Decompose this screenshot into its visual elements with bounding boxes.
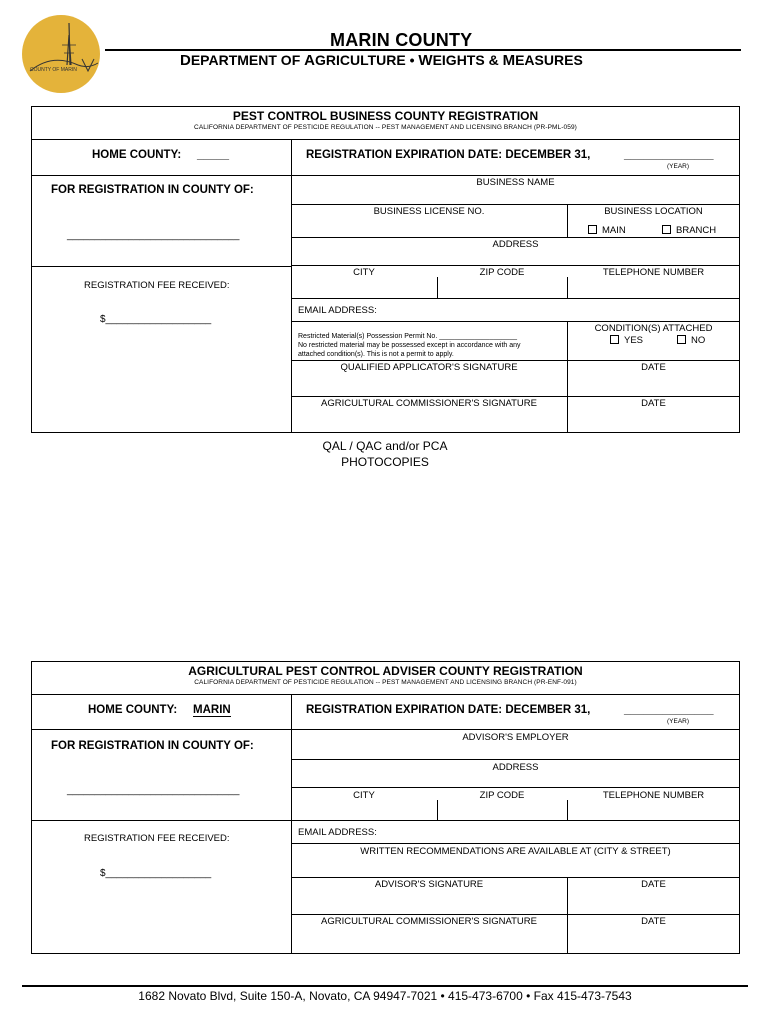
pcb-fee-field[interactable]: $___________________	[100, 314, 212, 325]
department-title: DEPARTMENT OF AGRICULTURE • WEIGHTS & MEASURES	[180, 52, 583, 69]
pcb-year-label: (YEAR)	[667, 163, 690, 170]
pca-email-label: EMAIL ADDRESS:	[298, 827, 377, 838]
logo-text: COUNTY OF MARIN	[30, 67, 77, 73]
checkbox-icon	[610, 335, 619, 344]
pcb-address-label: ADDRESS	[492, 239, 539, 250]
pca-city-label: CITY	[353, 790, 375, 801]
pca-written-recommendations-label: WRITTEN RECOMMENDATIONS ARE AVAILABLE AT (CITY & STREET)	[360, 846, 671, 857]
pcb-home-county-value[interactable]: _____	[197, 149, 229, 161]
footer-address: 1682 Novato Blvd, Suite 150-A, Novato, CA 94947-7021 • 415-473-6700 • Fax 415-473-7543	[138, 989, 632, 1003]
pca-zip-label: ZIP CODE	[479, 790, 525, 801]
pcb-for-registration-label: FOR REGISTRATION IN COUNTY OF:	[51, 184, 254, 196]
photocopies-area	[285, 438, 485, 470]
pca-for-registration-label: FOR REGISTRATION IN COUNTY OF:	[51, 740, 254, 752]
pca-county-field[interactable]: _______________________________	[67, 785, 240, 796]
pcb-expiration-label: REGISTRATION EXPIRATION DATE: DECEMBER 31,	[306, 149, 591, 161]
pca-fee-label: REGISTRATION FEE RECEIVED:	[84, 833, 230, 844]
pcb-qal-date-label: DATE	[641, 362, 666, 373]
pcb-telephone-label: TELEPHONE NUMBER	[602, 267, 705, 278]
pcb-home-county-label: HOME COUNTY:	[92, 149, 182, 161]
pcb-ag-date-label: DATE	[641, 398, 666, 409]
pcb-expiration-year-field[interactable]: ______________	[624, 149, 714, 161]
pcb-qal-signature-label: QUALIFIED APPLICATOR'S SIGNATURE	[340, 362, 518, 373]
pcb-city-label: CITY	[353, 267, 375, 278]
pcb-business-license-label: BUSINESS LICENSE NO.	[373, 206, 485, 217]
tower-icon	[22, 15, 100, 93]
pcb-branch-checkbox[interactable]: BRANCH	[662, 225, 716, 236]
pcb-email-label: EMAIL ADDRESS:	[298, 305, 377, 316]
pca-fee-field[interactable]: $___________________	[100, 868, 212, 879]
photocopies-line2: PHOTOCOPIES	[341, 455, 429, 469]
checkbox-icon	[588, 225, 597, 234]
pca-advisor-date-label: DATE	[641, 879, 666, 890]
pcb-subtitle: CALIFORNIA DEPARTMENT OF PESTICIDE REGULATION -- PEST MANAGEMENT AND LICENSING BRANCH (PR-PML-059)	[194, 124, 577, 131]
pcb-title: PEST CONTROL BUSINESS COUNTY REGISTRATION	[232, 109, 539, 123]
pcb-restricted-permit-text: Restricted Material(s) Possession Permit No. ____________________ No restricted material may be possessed except in accordance with any attached condition(s). This is not a permit to apply.	[298, 333, 521, 358]
pca-home-county-label: HOME COUNTY:	[88, 704, 178, 716]
pca-advisor-signature-label: ADVISOR'S SIGNATURE	[374, 879, 484, 890]
pca-expiration-label: REGISTRATION EXPIRATION DATE: DECEMBER 31,	[306, 704, 591, 716]
pcb-county-field[interactable]: _______________________________	[67, 230, 240, 241]
pcb-yes-checkbox[interactable]: YES	[610, 335, 643, 346]
pca-subtitle: CALIFORNIA DEPARTMENT OF PESTICIDE REGULATION -- PEST MANAGEMENT AND LICENSING BRANCH (PR-ENF-091)	[194, 679, 577, 686]
pca-home-county-value[interactable]: MARIN	[193, 704, 231, 716]
pca-telephone-label: TELEPHONE NUMBER	[602, 790, 705, 801]
pca-year-label: (YEAR)	[667, 718, 690, 725]
footer-rule	[22, 985, 748, 987]
pca-ag-date-label: DATE	[641, 916, 666, 927]
pca-expiration-year-field[interactable]: ______________	[624, 704, 714, 716]
pcb-ag-signature-label: AGRICULTURAL COMMISSIONER'S SIGNATURE	[321, 398, 537, 409]
pcb-main-checkbox[interactable]: MAIN	[588, 225, 626, 236]
pcb-fee-label: REGISTRATION FEE RECEIVED:	[84, 280, 230, 291]
photocopies-line1: QAL / QAC and/or PCA	[322, 439, 448, 453]
county-title: MARIN COUNTY	[330, 30, 473, 50]
pca-title: AGRICULTURAL PEST CONTROL ADVISER COUNTY REGISTRATION	[188, 664, 583, 678]
header-rule	[105, 49, 741, 51]
pcb-no-checkbox[interactable]: NO	[677, 335, 705, 346]
checkbox-icon	[677, 335, 686, 344]
pca-address-label: ADDRESS	[492, 762, 539, 773]
pcb-zip-label: ZIP CODE	[479, 267, 525, 278]
pcb-business-name-label: BUSINESS NAME	[476, 177, 555, 188]
pca-employer-label: ADVISOR'S EMPLOYER	[462, 732, 569, 743]
pca-ag-signature-label: AGRICULTURAL COMMISSIONER'S SIGNATURE	[321, 916, 537, 927]
pcb-business-location-label: BUSINESS LOCATION	[604, 206, 703, 217]
checkbox-icon	[662, 225, 671, 234]
county-logo	[22, 15, 100, 93]
pcb-conditions-label: CONDITION(S) ATTACHED	[594, 323, 713, 334]
